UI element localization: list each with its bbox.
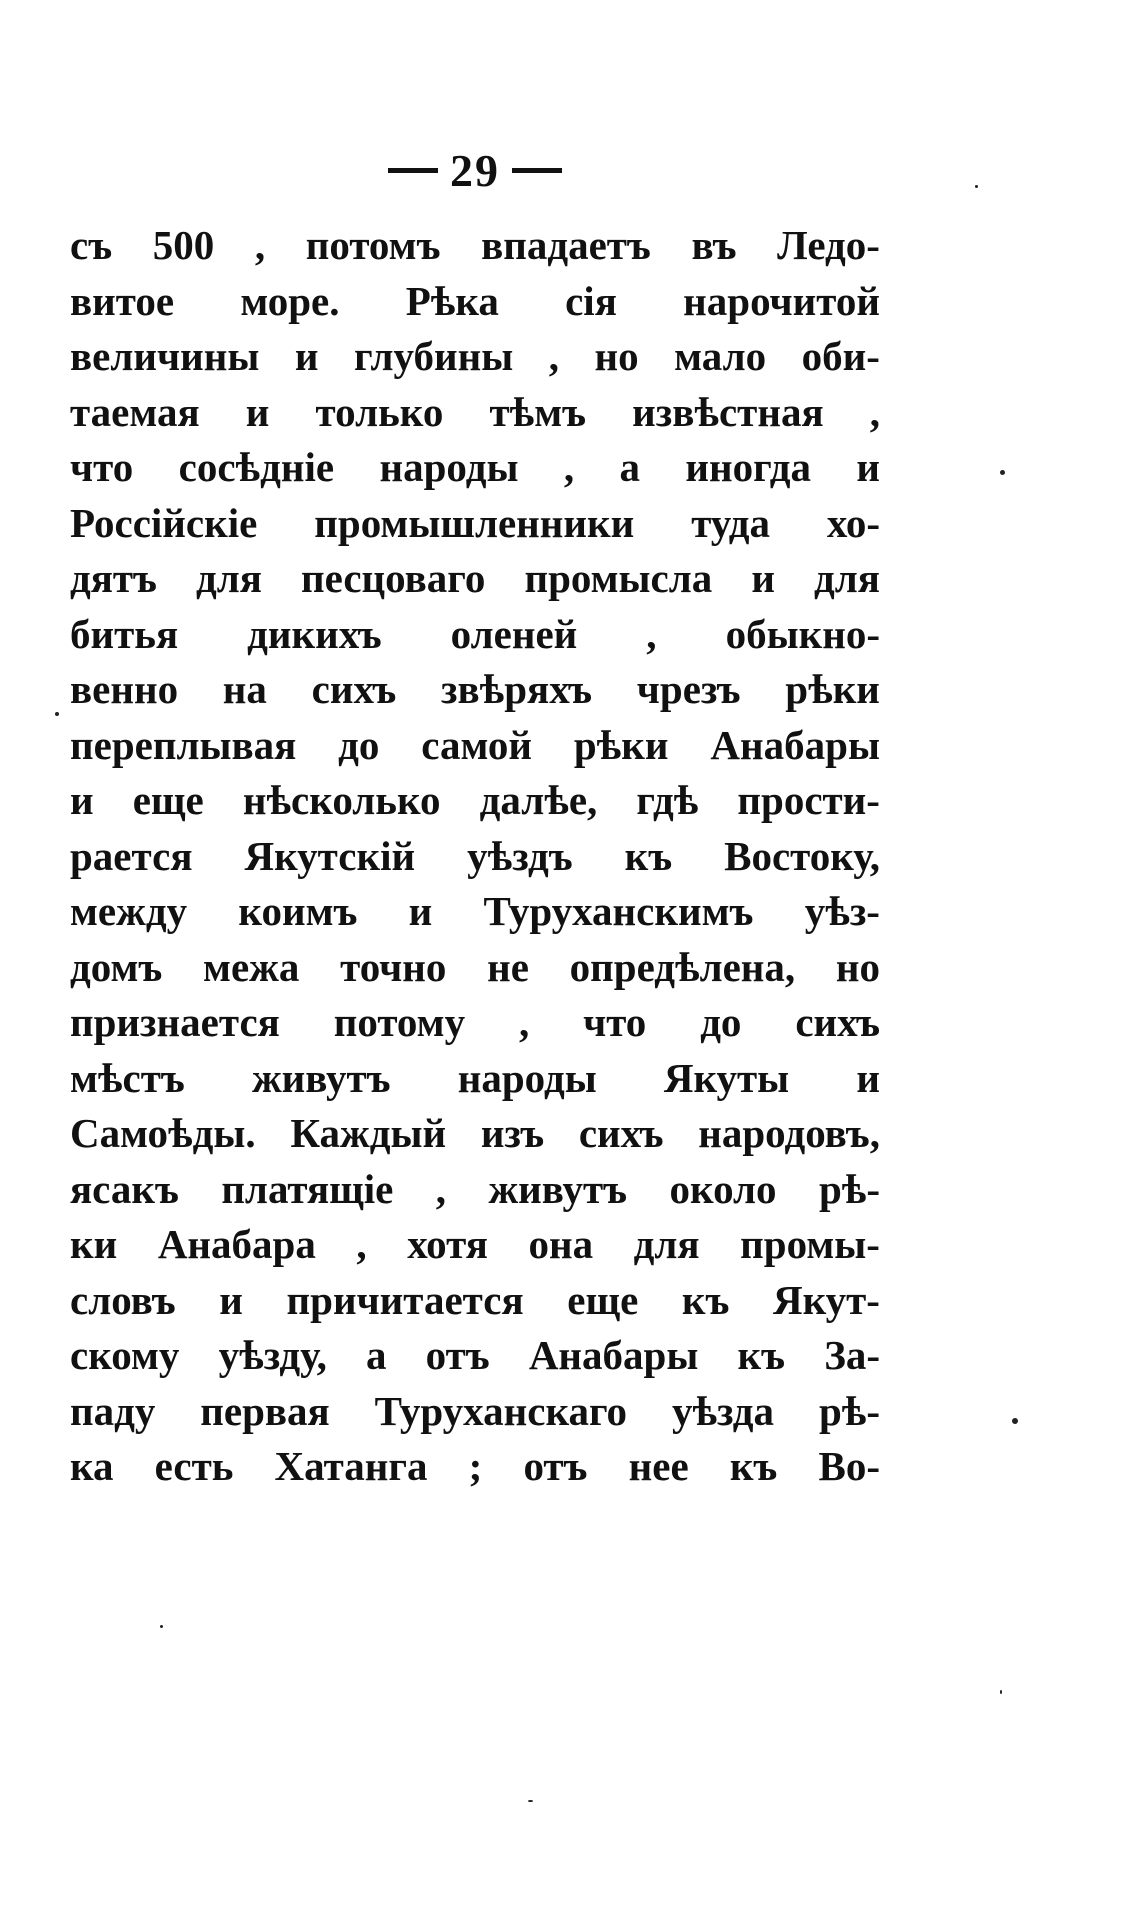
word: и <box>856 444 880 490</box>
word: , <box>548 333 559 379</box>
word: народы <box>379 444 519 490</box>
word: оби- <box>801 333 880 379</box>
word: первая <box>200 1387 330 1434</box>
word: точно <box>340 943 447 990</box>
word: потому <box>333 999 466 1045</box>
word: Туруханскаго <box>374 1387 628 1434</box>
word: ясакъ <box>70 1165 179 1212</box>
word: море. <box>240 277 340 324</box>
word: рѣ- <box>818 1387 880 1434</box>
text-line <box>70 1273 880 1329</box>
word: и <box>294 333 319 379</box>
text-line <box>70 551 880 607</box>
text-line <box>70 1162 880 1218</box>
word: живутъ <box>251 1054 391 1101</box>
text-line <box>70 496 880 552</box>
word: Якутскій <box>244 832 416 879</box>
word: За- <box>824 1332 880 1378</box>
text-line <box>70 440 880 496</box>
word: только <box>315 388 444 435</box>
word: витое <box>70 277 175 324</box>
word: дятъ <box>70 555 157 601</box>
word: и <box>70 777 94 823</box>
word: еще <box>567 1276 639 1323</box>
word: , <box>518 999 530 1045</box>
word: есть <box>154 1443 234 1489</box>
word: глубины <box>353 333 514 379</box>
word: между <box>70 888 188 934</box>
word: и <box>219 1276 243 1323</box>
page-number-header <box>370 140 580 200</box>
word: словъ <box>70 1276 176 1323</box>
word: величины <box>70 333 260 379</box>
text-line <box>70 662 880 718</box>
word: еще <box>132 777 204 823</box>
word: для <box>196 555 262 601</box>
word: отъ <box>425 1332 490 1378</box>
word: она <box>528 1221 594 1267</box>
word: изъ <box>480 1110 545 1156</box>
word: скому <box>70 1332 180 1378</box>
text-line <box>70 884 880 940</box>
text-line <box>70 1384 880 1440</box>
word: уѣзда <box>671 1387 775 1434</box>
word: ка <box>70 1443 114 1489</box>
word: мало <box>674 333 767 379</box>
word: до <box>700 999 742 1045</box>
word: сихъ <box>578 1110 664 1156</box>
word: , <box>646 610 657 657</box>
text-line <box>70 773 880 829</box>
text-line <box>70 274 880 330</box>
text-line <box>70 607 880 663</box>
print-speck <box>1000 1690 1002 1694</box>
text-line <box>70 1051 880 1107</box>
word: и <box>751 555 775 601</box>
print-speck <box>975 185 978 188</box>
word: Якуты <box>663 1054 790 1101</box>
word: съ <box>70 222 113 268</box>
word: хотя <box>407 1221 488 1267</box>
word: оленей <box>450 610 578 657</box>
word: прости- <box>737 777 880 823</box>
word: паду <box>70 1387 156 1434</box>
word: туда <box>691 499 770 546</box>
word: нѣсколько <box>242 777 441 823</box>
word: промысла <box>524 555 713 601</box>
page-number: 29 <box>450 144 500 196</box>
word: венно <box>70 666 179 712</box>
word: отъ <box>523 1443 588 1489</box>
word: къ <box>729 1443 778 1489</box>
word: къ <box>624 832 673 879</box>
word: для <box>633 1221 700 1267</box>
word: но <box>594 333 639 379</box>
print-speck <box>55 712 59 716</box>
word: дикихъ <box>247 610 382 657</box>
word: и <box>408 888 433 934</box>
word: нарочитой <box>683 277 880 324</box>
word: чрезъ <box>636 666 741 712</box>
word: не <box>487 943 529 990</box>
word: сихъ <box>311 666 397 712</box>
print-speck <box>160 1625 163 1628</box>
text-line <box>70 1328 880 1384</box>
word: опредѣлена, <box>569 943 796 990</box>
word: , <box>869 388 880 435</box>
word: что <box>583 999 647 1045</box>
word: звѣряхъ <box>441 666 593 712</box>
word: Анабара <box>157 1221 316 1267</box>
word: а <box>365 1332 387 1378</box>
word: уѣз- <box>804 888 880 934</box>
print-speck <box>1012 1418 1018 1424</box>
word: народовъ, <box>698 1110 880 1156</box>
word: ки <box>70 1221 118 1267</box>
word: домъ <box>70 943 163 990</box>
word: переплывая <box>70 721 297 768</box>
word: Каждый <box>290 1110 447 1156</box>
text-line <box>70 940 880 996</box>
text-line <box>70 1106 880 1162</box>
left-dash <box>388 168 438 173</box>
print-speck <box>1000 470 1005 475</box>
word: сія <box>565 277 617 324</box>
word: 500 <box>152 222 215 268</box>
word: Туруханскимъ <box>483 888 754 934</box>
word: песцоваго <box>301 555 486 601</box>
word: извѣстная <box>632 388 824 435</box>
word: сосѣдніе <box>178 444 335 490</box>
text-line <box>70 829 880 885</box>
word: Во- <box>818 1443 880 1489</box>
text-line <box>70 1439 880 1495</box>
word: до <box>338 721 380 768</box>
word: Анабары <box>710 721 880 768</box>
word: хо- <box>826 499 880 546</box>
word: гдѣ <box>636 777 699 823</box>
word: живутъ <box>488 1165 628 1212</box>
word: ; <box>468 1443 483 1489</box>
print-speck <box>528 1800 533 1802</box>
word: самой <box>421 721 532 768</box>
word: причитается <box>286 1276 524 1323</box>
text-line <box>70 995 880 1051</box>
word: рается <box>70 832 193 879</box>
word: но <box>835 943 880 990</box>
word: обыкно- <box>725 610 880 657</box>
word: Хатанга <box>274 1443 428 1489</box>
word: , <box>435 1165 447 1212</box>
word: и <box>245 388 270 435</box>
word: рѣки <box>785 666 880 712</box>
word: Якут- <box>773 1276 880 1323</box>
word: къ <box>681 1276 730 1323</box>
word: къ <box>737 1332 786 1378</box>
word: Рѣка <box>405 277 499 324</box>
text-line <box>70 1217 880 1273</box>
word: признается <box>70 999 280 1045</box>
word: народы <box>457 1054 597 1101</box>
word: мѣстъ <box>70 1054 185 1101</box>
word: , <box>254 222 266 268</box>
word: коимъ <box>238 888 358 934</box>
word: уѣзду, <box>218 1332 327 1378</box>
word: таемая <box>70 388 200 435</box>
text-line <box>70 385 880 441</box>
word: рѣ- <box>818 1165 880 1212</box>
word: а <box>619 444 640 490</box>
word: межа <box>203 943 300 990</box>
word: потомъ <box>305 222 441 268</box>
word: сихъ <box>795 999 880 1045</box>
word: Самоѣды. <box>70 1110 256 1156</box>
word: Ледо- <box>777 222 880 268</box>
word: что <box>70 444 134 490</box>
word: платящіе <box>221 1165 394 1212</box>
word: нее <box>628 1443 689 1489</box>
word: далѣе, <box>479 777 598 823</box>
word: въ <box>691 222 737 268</box>
word: промышленники <box>314 499 635 546</box>
word: , <box>356 1221 367 1267</box>
text-line <box>70 329 880 385</box>
word: тѣмъ <box>489 388 587 435</box>
word: , <box>563 444 575 490</box>
word: уѣздъ <box>467 832 573 879</box>
right-dash <box>512 168 562 173</box>
body-text <box>70 218 880 1495</box>
word: рѣки <box>573 721 669 768</box>
text-line <box>70 218 880 274</box>
word: промы- <box>740 1221 880 1267</box>
word: Анабары <box>528 1332 699 1378</box>
word: битья <box>70 610 179 657</box>
word: иногда <box>685 444 811 490</box>
word: впадаетъ <box>481 222 651 268</box>
text-line <box>70 718 880 774</box>
word: Россійскіе <box>70 499 258 546</box>
word: Востоку, <box>724 832 880 879</box>
word: около <box>669 1165 777 1212</box>
word: на <box>222 666 267 712</box>
word: для <box>814 555 880 601</box>
word: и <box>856 1054 880 1101</box>
